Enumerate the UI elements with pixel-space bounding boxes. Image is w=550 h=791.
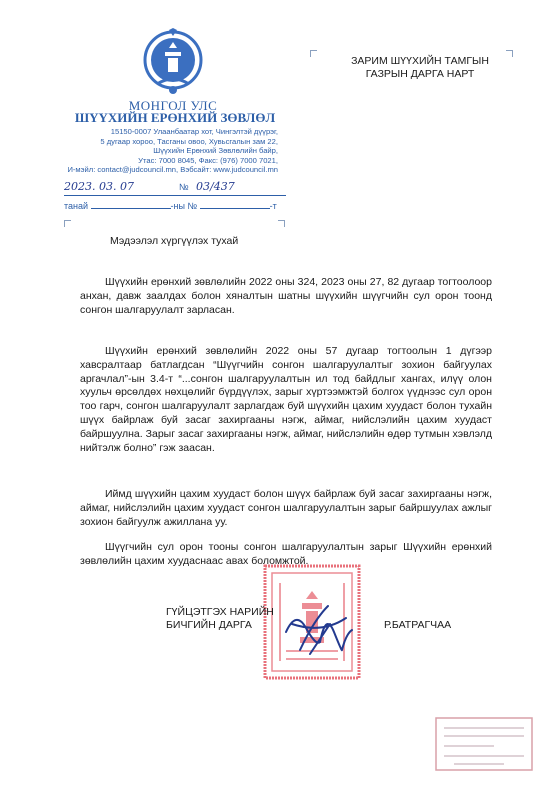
address-line: Шүүхийн Ерөнхий Зөвлөлийн байр,	[153, 146, 278, 155]
date-number-line	[64, 182, 286, 196]
signatory-name: Р.БАТРАГЧАА	[384, 619, 452, 631]
signatory-title-line: БИЧГИЙН ДАРГА	[166, 619, 252, 631]
country-name: МОНГОЛ УЛС	[128, 98, 218, 113]
body-paragraph-1: Шүүхийн ерөнхий зөвлөлийн 2022 оны 324, 2023 оны 27, 82 дугаар тогтоолоор анхан, давж заалдах болон хяналтын шатны шүүхийн шүүгчийн сул орон тоонд сонгон шалгаруулалт зарласан.	[80, 276, 492, 316]
signature-icon	[280, 602, 360, 662]
recipient-block	[330, 55, 510, 81]
address-line: 15150-0007 Улаанбаатар хот, Чингэлтэй дүүрэг,	[110, 127, 278, 136]
address-line: 5 дугаар хороо, Тасганы овоо, Хувьсгалын зам 22,	[100, 136, 278, 146]
corner-mark	[278, 220, 285, 227]
signatory-title-line: ГҮЙЦЭТГЭХ НАРИЙН	[166, 606, 274, 618]
ref-prefix: танай	[64, 201, 89, 211]
date-underline	[64, 195, 286, 196]
state-emblem-icon	[143, 28, 203, 96]
recipient-line: ЗАРИМ ШҮҮХИЙН ТАМГЫН	[351, 55, 489, 67]
address-line: И-мэйл: contact@judcouncil.mn, Вэбсайт: www.judcouncil.mn	[67, 165, 278, 174]
corner-mark	[310, 50, 317, 57]
address-line: Утас: 7000 8045, Факс: (976) 7000 7021,	[138, 155, 278, 165]
organization-name: ШҮҮХИЙН ЕРӨНХИЙ ЗӨВЛӨЛ	[74, 110, 276, 125]
letter-subject: Мэдээлэл хүргүүлэх тухай	[110, 235, 239, 247]
body-paragraph-4: Шүүгчийн сул орон тооны сонгон шалгаруулалтын зарыг Шүүхийн ерөнхий зөвлөлийн цахим хуудаснаас авах боломжтой.	[80, 541, 492, 567]
received-stamp-icon	[434, 716, 534, 772]
number-label: №	[179, 182, 189, 192]
reference-line	[64, 201, 286, 211]
corner-mark	[64, 220, 71, 227]
handwritten-date: 2023. 03. 07	[64, 180, 134, 193]
ref-suffix: -т	[269, 201, 277, 211]
signatory-title	[166, 606, 274, 632]
body-paragraph-3: Иймд шүүхийн цахим хуудаст болон шүүх байрлаж буй засаг захиргааны нэгж, аймаг, нийслэлийн цахим хуудаст сонгон шалгаруулалтын зарыг байршуулах ажлыг зохион байгуулж ажиллана уу.	[80, 488, 492, 528]
recipient-line: ГАЗРЫН ДАРГА НАРТ	[365, 68, 475, 80]
ref-middle: -ны №	[170, 201, 198, 211]
organization-address	[60, 127, 278, 175]
body-paragraph-2: Шүүхийн ерөнхий зөвлөлийн 2022 оны 57 дугаар тогтоолын 1 дүгээр хавсралтаар батлагдсан “Шүүгчийн сонгон шалгаруулалтыг зохион байгуулах аргачлал”-ын 3.4-т “...сонгон шалгаруулалтын ил тод байдлыг хангах, илүү олон хуульч өрсөлдөх нөхцөлийг бүрдүүлэх, зарыг хүртээмжтэй болгох үүднээс сул орон тоо гарч, сонгон шалгаруулалт зарлагдаж буй шүүхийн цахим хуудаст болон тухайн шүүх байрлаж буй засаг захиргааны нэгж, аймаг, нийслэлийн цахим хуудаст байршуулна. Зарыг засаг захиргааны нэгж, аймаг, нийслэлийн өдөр тутмын хэвлэлд нийтэлж болно” гэж заасан.	[80, 345, 492, 454]
handwritten-number: 03/437	[196, 180, 235, 193]
